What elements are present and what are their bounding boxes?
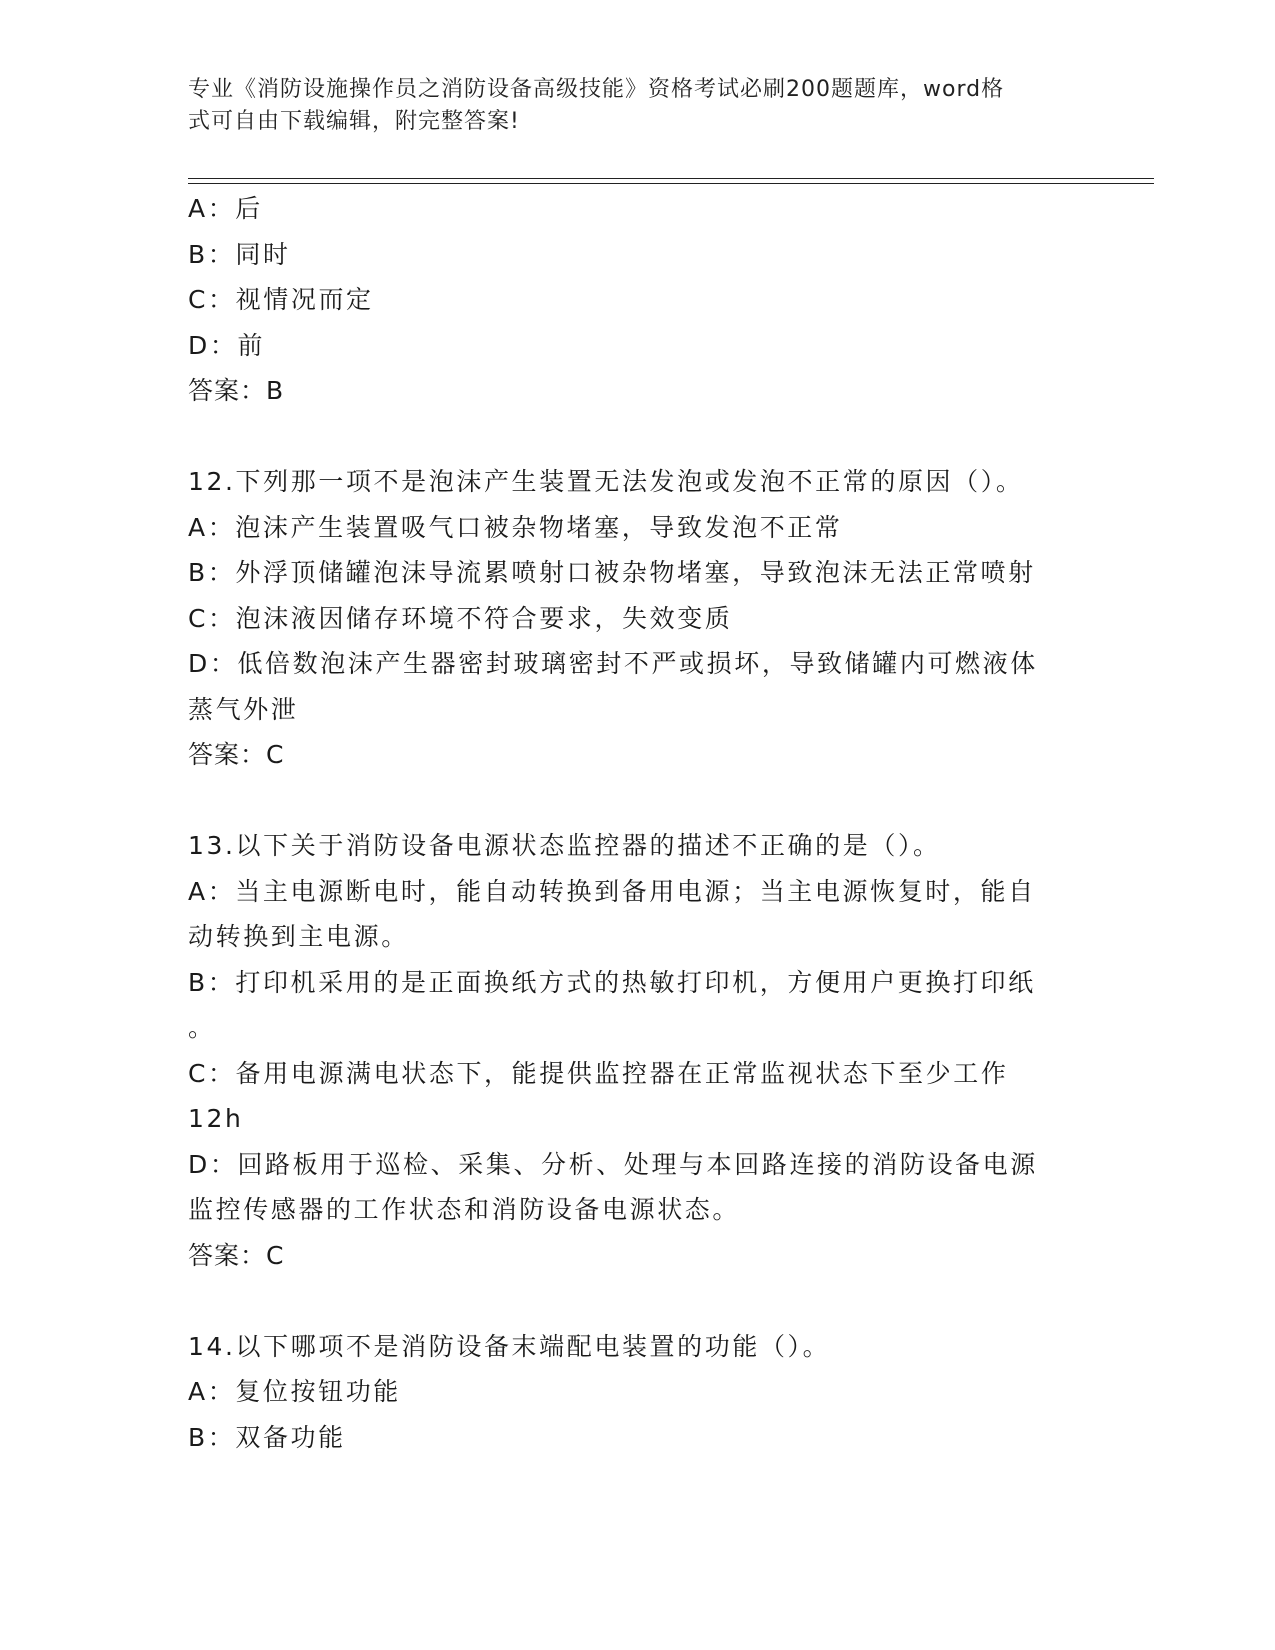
option-d-line-1: D：低倍数泡沫产生器密封玻璃密封不严或损坏，导致储罐内可燃液体	[188, 649, 1038, 678]
option-b: B：外浮顶储罐泡沫导流累喷射口被杂物堵塞，导致泡沫无法正常喷射	[188, 558, 1036, 587]
header-line-1: 专业《消防设施操作员之消防设备高级技能》资格考试必刷200题题库，word格	[188, 77, 1005, 102]
question-13	[188, 823, 1088, 1278]
question-text: 12.下列那一项不是泡沫产生装置无法发泡或发泡不正常的原因（）。	[188, 467, 1024, 496]
option-d: D：前	[188, 330, 266, 360]
question-11-options	[188, 186, 1088, 414]
option-d-line-2: 监控传感器的工作状态和消防设备电源状态。	[188, 1195, 741, 1224]
header-line-2: 式可自由下载编辑，附完整答案!	[188, 109, 520, 134]
document-header	[188, 74, 1068, 138]
option-c-line-1: C：备用电源满电状态下，能提供监控器在正常监视状态下至少工作	[188, 1058, 1009, 1088]
question-12	[188, 459, 1088, 778]
option-b: B：同时	[188, 239, 291, 269]
option-c: C：泡沫液因储存环境不符合要求，失效变质	[188, 603, 733, 633]
option-a: A：后	[188, 194, 263, 223]
option-a-line-1: A：当主电源断电时，能自动转换到备用电源；当主电源恢复时，能自	[188, 876, 1036, 906]
option-a-line-2: 动转换到主电源。	[188, 922, 409, 951]
option-a: A：复位按钮功能	[188, 1377, 401, 1406]
question-text: 14.以下哪项不是消防设备末端配电装置的功能（）。	[188, 1331, 831, 1361]
answer: 答案：C	[188, 740, 285, 769]
spacer	[188, 778, 1088, 824]
option-b-line-1: B：打印机采用的是正面换纸方式的热敏打印机，方便用户更换打印纸	[188, 967, 1036, 997]
option-d-line-2: 蒸气外泄	[188, 694, 299, 724]
question-text: 13.以下关于消防设备电源状态监控器的描述不正确的是（）。	[188, 831, 941, 860]
header-rule-bottom	[188, 183, 1154, 184]
option-c-line-2: 12h	[188, 1104, 244, 1133]
answer: 答案：B	[188, 376, 285, 405]
spacer	[188, 414, 1088, 460]
option-c: C：视情况而定	[188, 285, 374, 314]
answer: 答案：C	[188, 1240, 285, 1270]
option-b: B：双备功能	[188, 1422, 346, 1452]
question-14	[188, 1324, 1088, 1461]
option-d-line-1: D：回路板用于巡检、采集、分析、处理与本回路连接的消防设备电源	[188, 1149, 1038, 1179]
option-b-line-2: 。	[188, 1013, 216, 1042]
document-body	[188, 186, 1088, 1460]
option-a: A：泡沫产生装置吸气口被杂物堵塞，导致发泡不正常	[188, 512, 843, 542]
header-rule-top	[188, 178, 1154, 179]
spacer	[188, 1278, 1088, 1324]
